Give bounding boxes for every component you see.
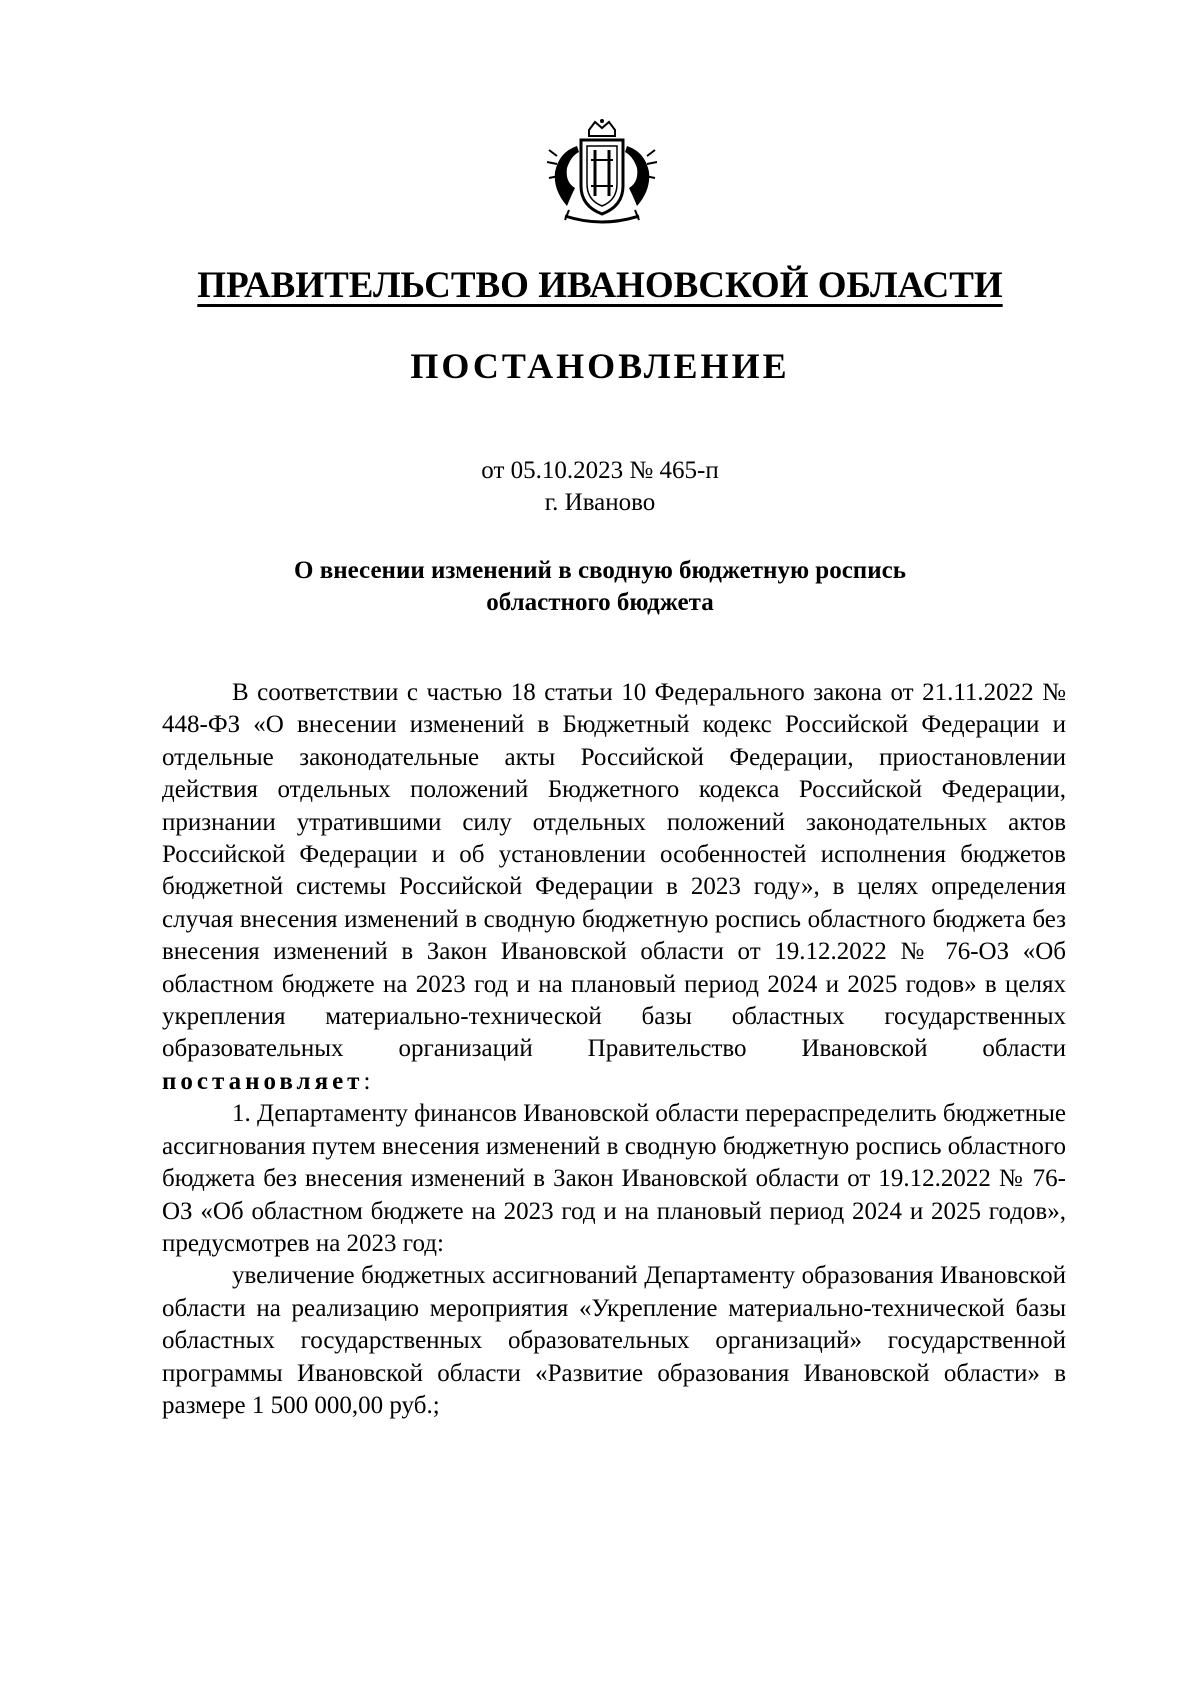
subject-line-1: О внесении изменений в сводную бюджетную роспись bbox=[294, 557, 906, 584]
preamble-paragraph bbox=[162, 677, 1066, 1098]
resolves-keyword: постановляет bbox=[162, 1067, 364, 1095]
document-body bbox=[162, 677, 1066, 1422]
document-meta bbox=[0, 455, 1200, 519]
coat-of-arms-icon bbox=[545, 116, 659, 230]
date-number: от 05.10.2023 № 465-п bbox=[481, 457, 719, 484]
government-name: ПРАВИТЕЛЬСТВО ИВАНОВСКОЙ ОБЛАСТИ bbox=[197, 265, 1003, 306]
city: г. Иваново bbox=[544, 489, 656, 516]
item-1-detail-paragraph: увеличение бюджетных ассигнований Департаменту образования Ивановской области на реализацию мероприятия «Укрепление материально-технической базы областных государственных образовательных организаций» государственной программы Ивановской области «Развитие образования Ивановской области» в размере 1 500 000,00 руб.; bbox=[162, 1262, 1066, 1419]
document-type: ПОСТАНОВЛЕНИЕ bbox=[410, 346, 790, 386]
preamble-text: В соответствии с частью 18 статьи 10 Федерального закона от 21.11.2022 № 448-ФЗ «О внесении изменений в Бюджетный кодекс Российской Федерации и отдельные законодательные акты Российской Федерации, приостановлении действия отдельных положений Бюджетного кодекса Российской Федерации, признании утратившими силу отдельных положений законодательных актов Российской Федерации и об установлении особенностей исполнения бюджетов бюджетной системы Российской Федерации в 2023 году», в целях определения случая внесения изменений в сводную бюджетную роспись областного бюджета без внесения изменений в Закон Ивановской области от 19.12.2022 № 76-ОЗ «Об областном бюджете на 2023 год и на плановый период 2024 и 2025 годов» в целях укрепления материально-технической базы областных государственных образовательных организаций Правительство Ивановской области bbox=[162, 679, 1066, 1063]
document-subject bbox=[0, 555, 1200, 619]
resolves-suffix: : bbox=[363, 1067, 371, 1095]
item-1-paragraph: 1. Департаменту финансов Ивановской области перераспределить бюджетные ассигнования путем внесения изменений в сводную бюджетную роспись областного бюджета без внесения изменений в Закон Ивановской области от 19.12.2022 № 76-ОЗ «Об областном бюджете на 2023 год и на плановый период 2024 и 2025 годов», предусмотрев на 2023 год: bbox=[162, 1100, 1066, 1257]
subject-line-2: областного бюджета bbox=[486, 589, 714, 616]
